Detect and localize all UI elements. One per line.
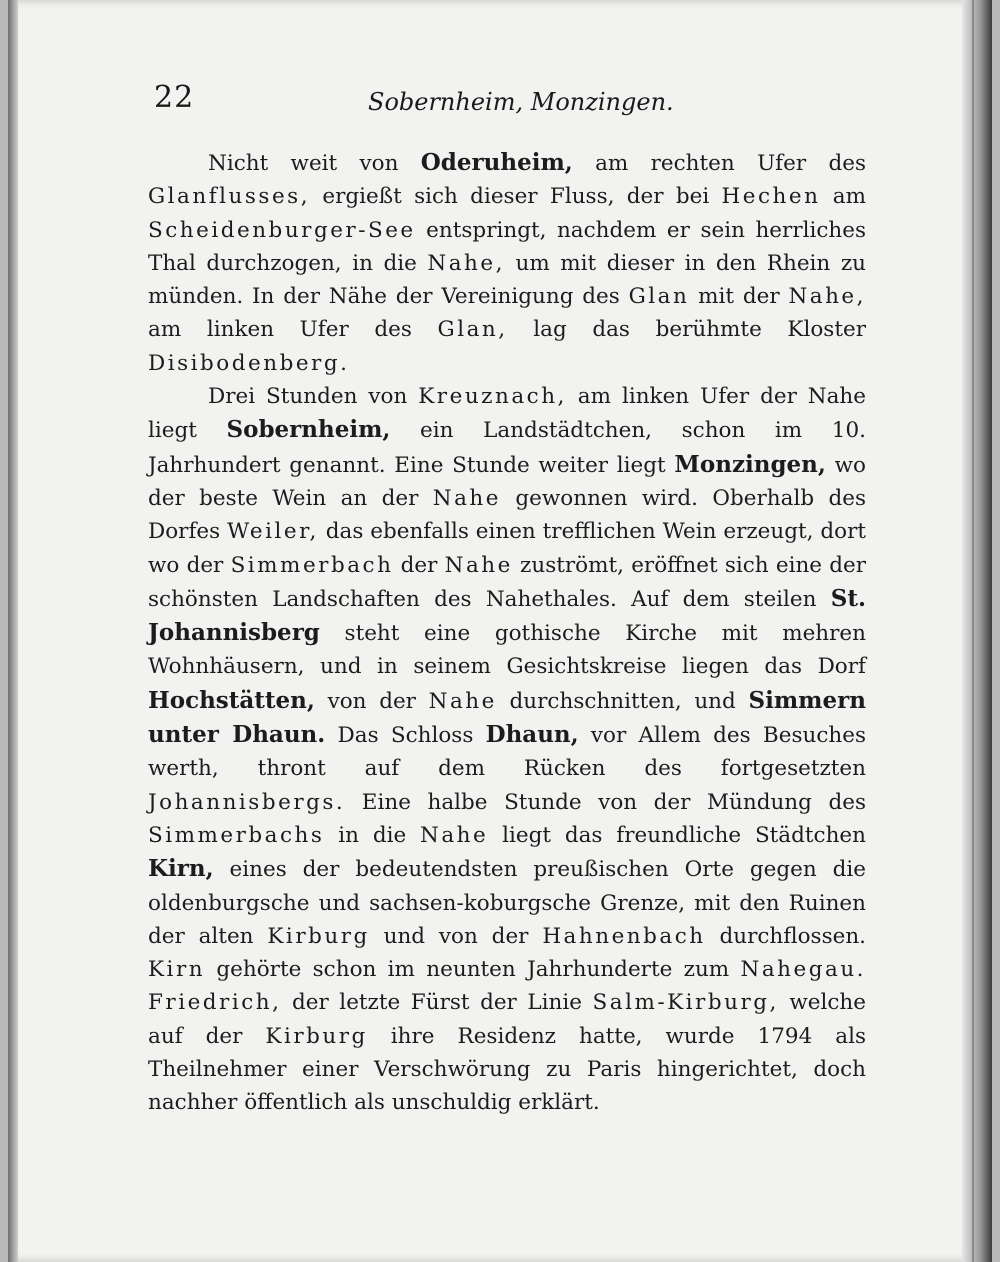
spaced-name: Nahe, (427, 250, 505, 276)
text-run: am (820, 184, 866, 210)
text-run: Nicht weit von (208, 151, 421, 176)
bold-place-name: Dhaun, (485, 721, 579, 749)
text-run: in die (324, 822, 421, 848)
spaced-name: Simmerbachs (148, 822, 325, 848)
spaced-name: Hechen (721, 184, 821, 210)
spaced-name: Johannisbergs. (148, 789, 346, 815)
bold-place-name: Monzingen, (674, 450, 826, 478)
text-run: gewonnen wird. Oberhalb des Dorfes (148, 485, 866, 545)
text-run: Drei Stunden von (208, 384, 419, 410)
spaced-name: Glan, (437, 317, 508, 343)
spaced-name: Kirn (148, 957, 206, 983)
spaced-name: Nahegau. (740, 957, 866, 983)
spaced-name: Simmerbach (230, 552, 394, 578)
bold-place-name: Sobernheim, (226, 416, 391, 444)
spaced-name: Scheidenburger-See (148, 217, 416, 243)
bold-place-name: St. Johannisberg (148, 584, 866, 647)
text-run: am rechten Ufer des (572, 151, 866, 176)
text-run: steht eine gothische Kirche mit mehren Wohnhäusern, und in seinem Gesichtskreise liegen das Dorf (148, 621, 866, 680)
text-run: durchflossen. (705, 923, 867, 949)
text-run: Das Schloss (325, 723, 486, 749)
text-run: liegt das freundliche Städtchen (488, 822, 866, 848)
spaced-name: Nahe (420, 822, 489, 848)
page-gutter-shadow (8, 0, 18, 1262)
text-run: um mit dieser in den Rhein zu münden. In der Nähe der Vereinigung des (148, 250, 866, 310)
spaced-name: Friedrich, (148, 990, 282, 1016)
spaced-name: Nahe (444, 552, 513, 578)
text-run: entspringt, nachdem er sein herrliches Thal durchzogen, in die (148, 217, 866, 276)
text-run: gehörte schon im neunten Jahrhunderte zum (205, 957, 741, 983)
text-run: lag das berühmte Kloster (507, 317, 866, 343)
spaced-name: Weiler, (227, 519, 319, 545)
text-run: ihre Residenz hatte, wurde 1794 als Theilnehmer einer Verschwörung zu Paris hingerichtet, doch nachher öffentlich als unschuldig erklärt. (148, 1023, 866, 1116)
text-run: von der (314, 688, 429, 714)
body-text (148, 146, 866, 1120)
spaced-name: Kirburg (265, 1023, 368, 1049)
spaced-name: Nahe (432, 485, 501, 511)
spaced-name: Kreuznach, (418, 384, 567, 410)
text-run: der letzte Fürst der Linie (281, 990, 593, 1016)
running-head: Sobernheim, Monzingen. (368, 88, 674, 116)
text-run: durchschnitten, und (496, 688, 749, 714)
text-run: ergießt sich dieser Fluss, der bei (310, 184, 722, 210)
page-header (148, 76, 868, 116)
text-run: eines der bedeutendsten preußischen Orte gegen die oldenburgsche und sachsen-koburgsche Grenze, mit den Ruinen der alten (148, 857, 866, 949)
spaced-name: Glanflusses, (148, 184, 311, 210)
text-run: vor Allem des Besuches werth, thront auf dem Rücken des fortgesetzten (148, 723, 866, 782)
spaced-name: Glan (628, 284, 690, 310)
text-run: am linken Ufer des (148, 317, 438, 343)
text-run: das ebenfalls einen trefflichen Wein erzeugt, dort wo der (148, 519, 866, 578)
text-run: welche auf der (148, 990, 866, 1049)
text-run: wo der beste Wein an der (148, 452, 866, 511)
spaced-name: Nahe (428, 688, 497, 714)
page-edge-shadow (962, 0, 992, 1262)
page-number: 22 (154, 80, 195, 115)
text-run: und von der (369, 923, 543, 949)
text-run: zuströmt, eröffnet sich eine der schönsten Landschaften des Nahethales. Auf dem steilen (148, 552, 867, 612)
bold-place-name: Oderuheim, (420, 149, 573, 176)
text-run: am linken Ufer der Nahe liegt (148, 384, 866, 444)
text-run: Eine halbe Stunde von der Mündung des (345, 789, 866, 815)
spaced-name: Nahe, (788, 284, 866, 310)
spaced-name: Salm-Kirburg, (592, 990, 779, 1016)
spaced-name: Kirburg (267, 923, 370, 949)
text-run: der (393, 552, 445, 578)
bold-place-name: Simmern unter Dhaun. (148, 686, 866, 749)
spaced-name: Hahnenbach (542, 923, 706, 949)
book-page (8, 0, 992, 1262)
text-run: ein Landstädtchen, schon im 10. Jahrhundert genannt. Eine Stunde weiter liegt (148, 418, 866, 478)
spaced-name: Disibodenberg. (148, 350, 350, 376)
text-run: mit der (689, 284, 789, 310)
paragraph (148, 380, 866, 1120)
bold-place-name: Hochstätten, (148, 686, 315, 714)
paragraph (148, 146, 866, 380)
bold-place-name: Kirn, (148, 855, 214, 883)
